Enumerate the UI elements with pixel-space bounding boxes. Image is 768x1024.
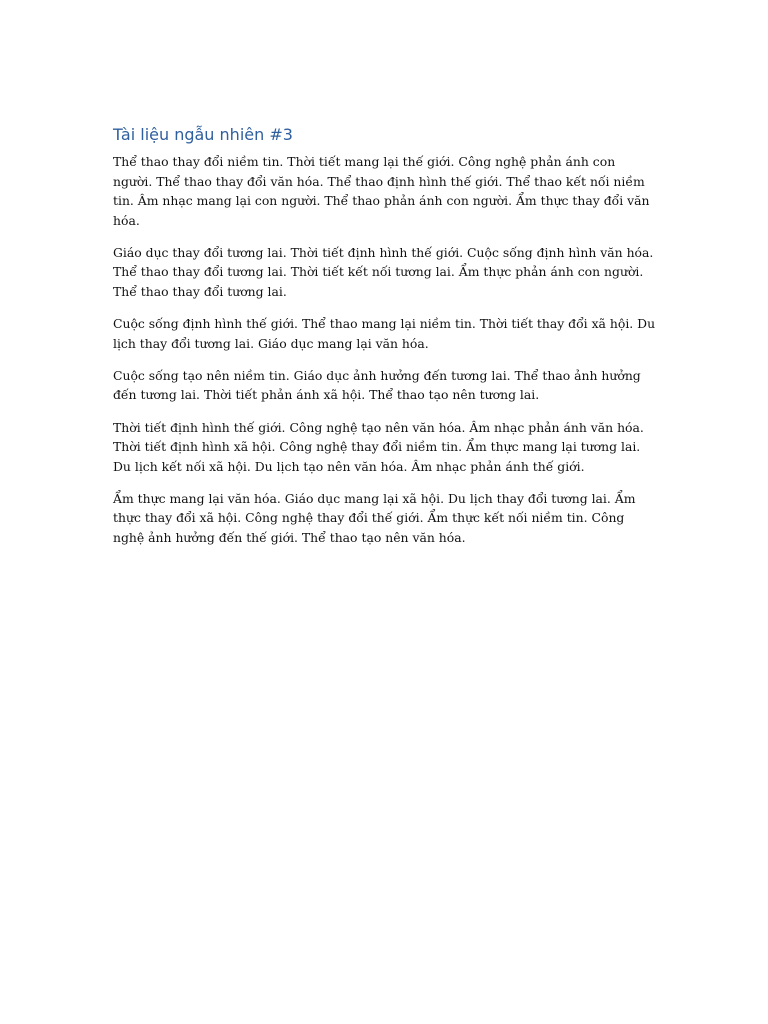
document-title: Tài liệu ngẫu nhiên #3	[113, 125, 293, 144]
paragraph-4: Cuộc sống tạo nên niềm tin. Giáo dục ảnh hưởng đến tương lai. Thể thao ảnh hưởng đến tương lai. Thời tiết phản ánh xã hội. Thể thao tạo nên tương lai.	[113, 367, 641, 403]
paragraph-3: Cuộc sống định hình thế giới. Thể thao mang lại niềm tin. Thời tiết thay đổi xã hội. Du lịch thay đổi tương lai. Giáo dục mang lại văn hóa.	[113, 316, 656, 351]
document-page	[113, 122, 658, 560]
paragraph-1: Thể thao thay đổi niềm tin. Thời tiết mang lại thế giới. Công nghệ phản ánh con người. Thể thao thay đổi văn hóa. Thể thao định hình thế giới. Thể thao kết nối niềm tin. Âm nhạc mang lại con người. Thể thao phản ánh con người. Ẩm thực thay đổi văn hóa.	[113, 154, 650, 228]
paragraph-5: Thời tiết định hình thế giới. Công nghệ tạo nên văn hóa. Âm nhạc phản ánh văn hóa. Thời tiết định hình xã hội. Công nghệ thay đổi niềm tin. Ẩm thực mang lại tương lai. Du lịch kết nối xã hội. Du lịch tạo nên văn hóa. Âm nhạc phản ánh thế giới.	[113, 419, 644, 474]
paragraph-2: Giáo dục thay đổi tương lai. Thời tiết định hình thế giới. Cuộc sống định hình văn hóa. Thể thao thay đổi tương lai. Thời tiết kết nối tương lai. Ẩm thực phản ánh con người. Thể thao thay đổi tương lai.	[113, 244, 654, 300]
paragraph-6: Ẩm thực mang lại văn hóa. Giáo dục mang lại xã hội. Du lịch thay đổi tương lai. Ẩm thực thay đổi xã hội. Công nghệ thay đổi thế giới. Ẩm thực kết nối niềm tin. Công nghệ ảnh hưởng đến thế giới. Thể thao tạo nên văn hóa.	[113, 490, 636, 545]
